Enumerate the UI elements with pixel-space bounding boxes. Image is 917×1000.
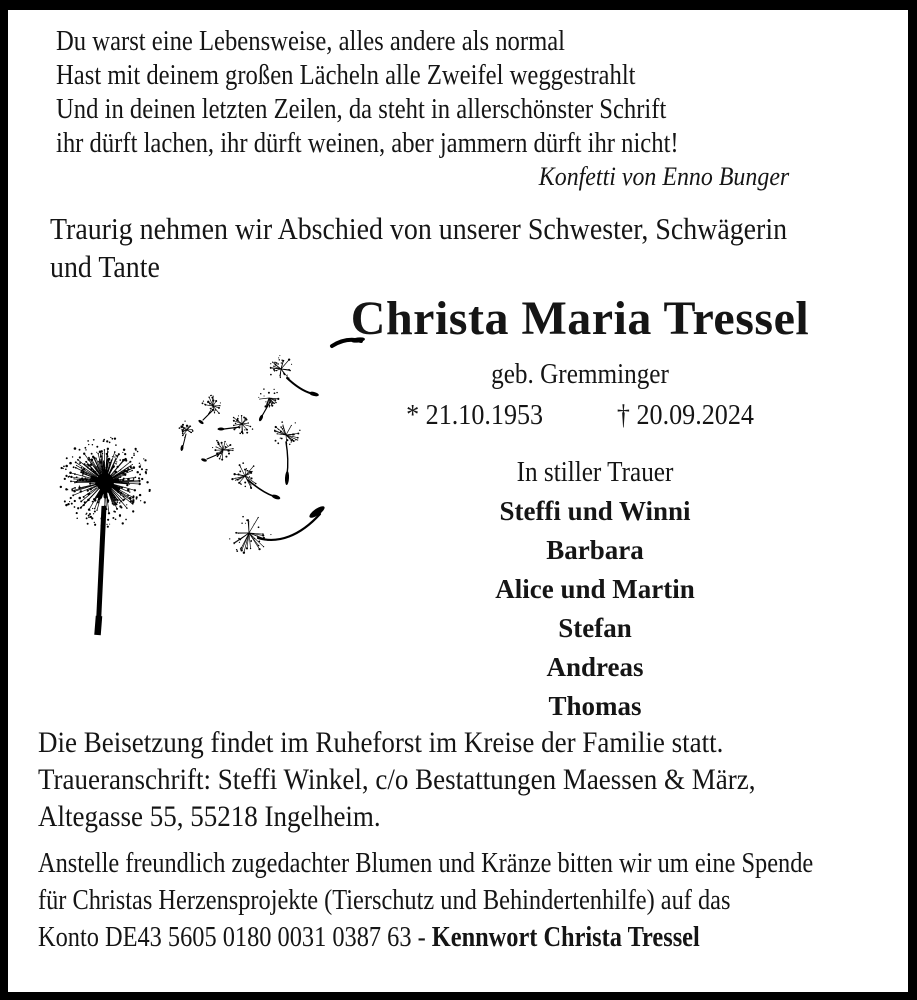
poem-line: Du warst eine Lebensweise, alles andere als normal [56, 26, 566, 57]
intro-line: Traurig nehmen wir Abschied von unserer Schwester, Schwägerin [50, 211, 788, 246]
donation-line: Anstelle freundlich zugedachter Blumen und Kränze bitten wir um eine Spende [38, 848, 814, 879]
poem-line: ihr dürft lachen, ihr dürft weinen, aber jammern dürft ihr nicht! [56, 128, 679, 159]
farewell-intro [50, 210, 869, 286]
mourner-name: Barbara [546, 535, 644, 565]
burial-line: Die Beisetzung findet im Ruheforst im Kreise der Familie statt. [38, 726, 724, 759]
burial-line: Altegasse 55, 55218 Ingelheim. [38, 800, 381, 833]
mourner-name: Andreas [546, 652, 644, 682]
maiden-name: geb. Gremminger [491, 359, 669, 390]
donation-info [38, 845, 917, 956]
poem-line: Und in deinen letzten Zeilen, da steht in allerschönster Schrift [56, 94, 667, 125]
donation-account: Konto DE43 5605 0180 0031 0387 63 - [38, 922, 432, 953]
donation-keyword: Kennwort Christa Tressel [431, 922, 700, 953]
life-dates [279, 399, 882, 432]
donation-line: für Christas Herzensprojekte (Tierschutz und Behindertenhilfe) auf das [38, 885, 731, 916]
memorial-poem [56, 25, 764, 161]
poem-line: Hast mit deinem großen Lächeln alle Zweifel weggestrahlt [56, 60, 636, 91]
birth-date: * 21.10.1953 [406, 399, 544, 431]
mourner-name: Alice und Martin [495, 574, 695, 604]
intro-line: und Tante [50, 249, 160, 284]
mourners-list [270, 492, 917, 726]
deceased-name: Christa Maria Tressel [350, 292, 810, 345]
death-date: † 20.09.2024 [616, 399, 754, 431]
mourning-block [270, 454, 917, 726]
burial-info [38, 724, 835, 835]
mourner-name: Steffi und Winni [499, 496, 691, 526]
mourner-name: Stefan [558, 613, 632, 643]
poem-attribution: Konfetti von Enno Bunger [538, 162, 789, 191]
burial-line: Traueranschrift: Steffi Winkel, c/o Bestattungen Maessen & März, [38, 763, 756, 796]
mourning-heading: In stiller Trauer [516, 457, 674, 488]
donation-account-line [38, 919, 813, 956]
mourner-name: Thomas [548, 691, 642, 721]
